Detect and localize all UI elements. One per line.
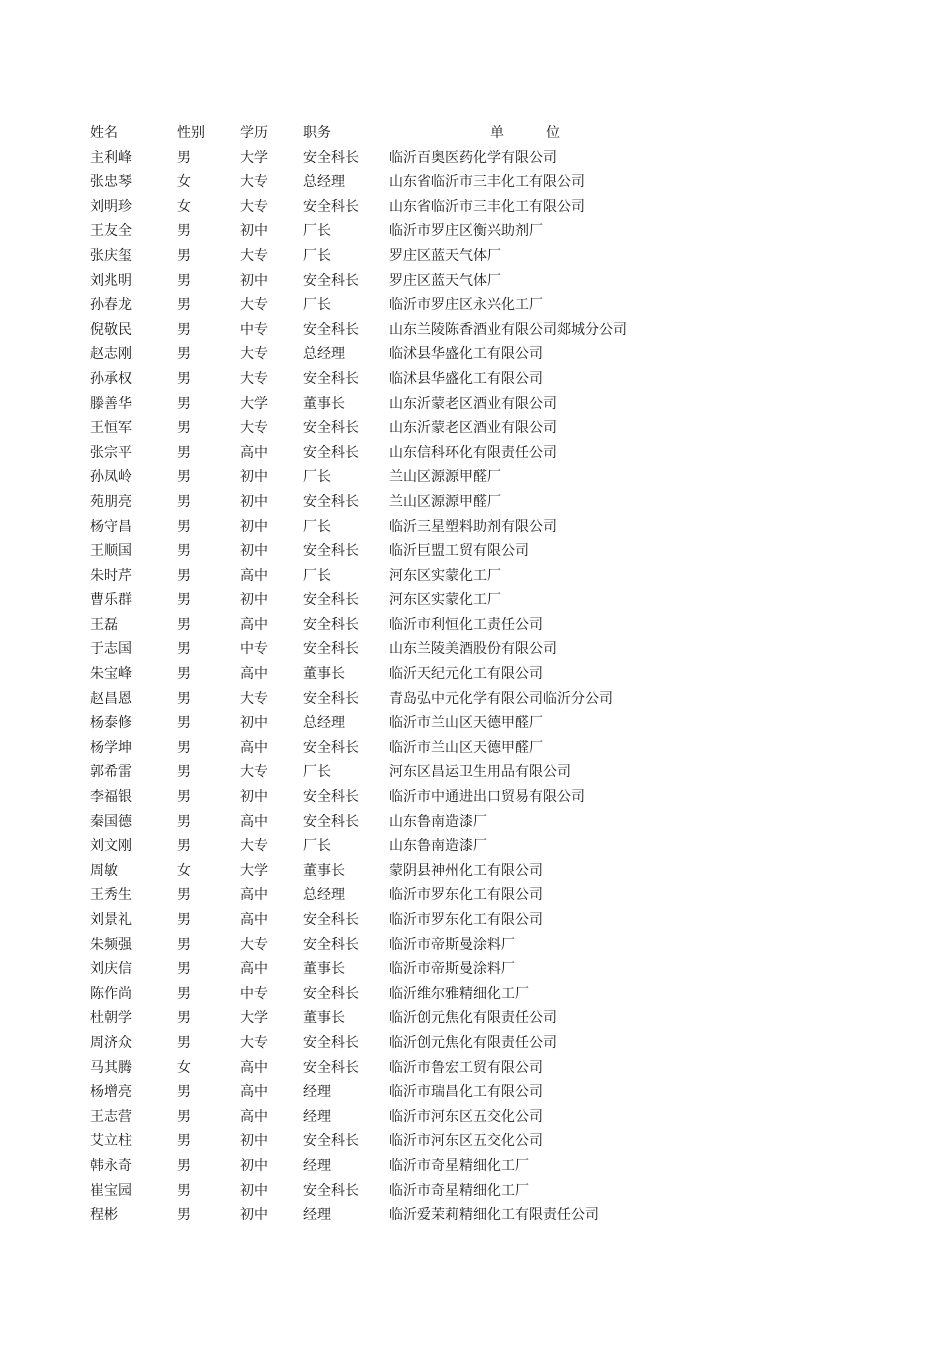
table-row — [0, 1006, 950, 1031]
cell-gender: 男 — [177, 666, 191, 683]
cell-name: 杨守昌 — [90, 518, 132, 535]
cell-gender: 男 — [177, 297, 191, 314]
cell-name: 杜朝学 — [90, 1010, 132, 1027]
cell-unit: 临沂市罗庄区衡兴助剂厂 — [389, 223, 543, 240]
cell-gender: 男 — [177, 469, 191, 486]
cell-unit: 临沂市奇星精细化工厂 — [389, 1157, 529, 1174]
cell-title: 安全科长 — [303, 1034, 359, 1051]
cell-gender: 男 — [177, 1157, 191, 1174]
cell-name: 刘文刚 — [90, 838, 132, 855]
cell-education: 高中 — [240, 567, 268, 584]
cell-title: 厂长 — [303, 567, 331, 584]
cell-education: 高中 — [240, 616, 268, 633]
cell-name: 崔宝园 — [90, 1182, 132, 1199]
cell-education: 初中 — [240, 789, 268, 806]
cell-education: 大专 — [240, 297, 268, 314]
cell-unit: 临沂市利恒化工责任公司 — [389, 616, 543, 633]
cell-education: 大专 — [240, 174, 268, 191]
cell-education: 高中 — [240, 1084, 268, 1101]
cell-title: 安全科长 — [303, 690, 359, 707]
cell-name: 刘景礼 — [90, 912, 132, 928]
table-row — [0, 1105, 950, 1130]
cell-name: 杨增亮 — [90, 1084, 132, 1101]
cell-name: 韩永奇 — [90, 1157, 132, 1174]
cell-unit: 蒙阴县神州化工有限公司 — [389, 862, 543, 879]
cell-education: 大专 — [240, 764, 268, 781]
cell-title: 总经理 — [303, 887, 345, 904]
cell-education: 初中 — [240, 1207, 268, 1224]
header-unit — [490, 121, 560, 146]
cell-education: 初中 — [240, 1182, 268, 1199]
cell-unit: 临沂市河东区五交化公司 — [389, 1108, 543, 1125]
cell-education: 大学 — [240, 1010, 268, 1027]
table-row — [0, 1179, 950, 1204]
cell-education: 大学 — [240, 862, 268, 879]
cell-title: 厂长 — [303, 297, 331, 314]
table-row — [0, 1129, 950, 1154]
table-row — [0, 687, 950, 712]
cell-name: 王友全 — [90, 223, 132, 240]
cell-name: 张宗平 — [90, 444, 132, 461]
cell-education: 初中 — [240, 272, 268, 289]
table-row — [0, 883, 950, 908]
table-row — [0, 392, 950, 417]
cell-unit: 山东鲁南造漆厂 — [389, 838, 487, 855]
header-gender: 性别 — [177, 125, 205, 141]
cell-title: 经理 — [303, 1157, 331, 1174]
table-row — [0, 1154, 950, 1179]
cell-unit: 临沂市河东区五交化公司 — [389, 1133, 543, 1150]
cell-unit: 兰山区源源甲醛厂 — [389, 493, 501, 510]
cell-gender: 男 — [177, 912, 191, 928]
cell-gender: 男 — [177, 715, 191, 732]
cell-gender: 男 — [177, 1182, 191, 1199]
cell-unit: 临沂巨盟工贸有限公司 — [389, 543, 529, 560]
cell-education: 初中 — [240, 715, 268, 732]
cell-education: 大专 — [240, 690, 268, 707]
cell-title: 厂长 — [303, 247, 331, 264]
cell-gender: 男 — [177, 272, 191, 289]
cell-gender: 男 — [177, 764, 191, 781]
table-row — [0, 170, 950, 195]
cell-unit: 临沂市罗东化工有限公司 — [389, 887, 543, 904]
cell-title: 厂长 — [303, 838, 331, 855]
cell-name: 滕善华 — [90, 395, 132, 412]
cell-name: 朱宝峰 — [90, 666, 132, 683]
cell-name: 孙承权 — [90, 370, 132, 387]
cell-gender: 男 — [177, 1133, 191, 1150]
table-row — [0, 342, 950, 367]
cell-gender: 男 — [177, 789, 191, 806]
header-unit-char-1: 单 — [490, 125, 504, 141]
cell-gender: 男 — [177, 813, 191, 830]
table-row — [0, 1031, 950, 1056]
cell-name: 于志国 — [90, 641, 132, 658]
table-row — [0, 908, 950, 933]
cell-unit: 临沂三星塑料助剂有限公司 — [389, 518, 557, 535]
cell-title: 厂长 — [303, 518, 331, 535]
cell-unit: 罗庄区蓝天气体厂 — [389, 272, 501, 289]
table-row — [0, 564, 950, 589]
header-education: 学历 — [240, 125, 268, 141]
cell-gender: 男 — [177, 321, 191, 338]
cell-name: 马其腾 — [90, 1059, 132, 1076]
cell-name: 倪敬民 — [90, 321, 132, 338]
cell-name: 王志营 — [90, 1108, 132, 1125]
cell-education: 初中 — [240, 518, 268, 535]
table-row — [0, 367, 950, 392]
cell-name: 刘兆明 — [90, 272, 132, 289]
cell-name: 苑朋亮 — [90, 493, 132, 510]
cell-unit: 河东区实蒙化工厂 — [389, 567, 501, 584]
header-name: 姓名 — [90, 125, 118, 141]
cell-unit: 临沂市兰山区天德甲醛厂 — [389, 715, 543, 732]
cell-name: 王恒军 — [90, 420, 132, 437]
cell-title: 安全科长 — [303, 985, 359, 1002]
cell-education: 大学 — [240, 149, 268, 166]
cell-education: 中专 — [240, 321, 268, 338]
table-row — [0, 711, 950, 736]
table-row — [0, 465, 950, 490]
cell-education: 高中 — [240, 739, 268, 756]
cell-unit: 山东鲁南造漆厂 — [389, 813, 487, 830]
cell-name: 王秀生 — [90, 887, 132, 904]
cell-name: 李福银 — [90, 789, 132, 806]
cell-gender: 男 — [177, 247, 191, 264]
cell-unit: 临沂百奥医药化学有限公司 — [389, 149, 557, 166]
table-row — [0, 859, 950, 884]
cell-title: 安全科长 — [303, 912, 359, 928]
cell-title: 安全科长 — [303, 444, 359, 461]
cell-unit: 临沂维尔雅精细化工厂 — [389, 985, 529, 1002]
table-row — [0, 785, 950, 810]
cell-unit: 山东沂蒙老区酒业有限公司 — [389, 420, 557, 437]
cell-title: 安全科长 — [303, 936, 359, 953]
cell-title: 安全科长 — [303, 543, 359, 560]
cell-title: 安全科长 — [303, 370, 359, 387]
cell-education: 初中 — [240, 223, 268, 240]
cell-education: 大专 — [240, 370, 268, 387]
cell-unit: 临沭县华盛化工有限公司 — [389, 346, 543, 363]
cell-education: 初中 — [240, 592, 268, 609]
cell-title: 安全科长 — [303, 789, 359, 806]
table-row — [0, 834, 950, 859]
cell-gender: 男 — [177, 444, 191, 461]
cell-title: 安全科长 — [303, 592, 359, 609]
cell-education: 高中 — [240, 887, 268, 904]
table-row — [0, 1080, 950, 1105]
cell-unit: 临沂天纪元化工有限公司 — [389, 666, 543, 683]
table-row — [0, 662, 950, 687]
table-row — [0, 539, 950, 564]
cell-education: 高中 — [240, 813, 268, 830]
cell-name: 艾立柱 — [90, 1133, 132, 1150]
cell-unit: 山东兰陵陈香酒业有限公司郯城分公司 — [389, 321, 627, 338]
cell-education: 大专 — [240, 247, 268, 264]
cell-unit: 山东沂蒙老区酒业有限公司 — [389, 395, 557, 412]
cell-gender: 男 — [177, 1010, 191, 1027]
cell-gender: 男 — [177, 395, 191, 412]
cell-education: 高中 — [240, 961, 268, 978]
cell-education: 初中 — [240, 1157, 268, 1174]
cell-name: 曹乐群 — [90, 592, 132, 609]
cell-gender: 男 — [177, 223, 191, 240]
cell-unit: 临沂市罗庄区永兴化工厂 — [389, 297, 543, 314]
cell-title: 厂长 — [303, 469, 331, 486]
cell-gender: 女 — [177, 1059, 191, 1076]
table-row — [0, 318, 950, 343]
cell-unit: 临沂市罗东化工有限公司 — [389, 912, 543, 928]
cell-unit: 临沂市中通进出口贸易有限公司 — [389, 789, 585, 806]
cell-unit: 青岛弘中元化学有限公司临沂分公司 — [389, 690, 613, 707]
cell-name: 周敏 — [90, 862, 118, 879]
cell-title: 安全科长 — [303, 272, 359, 289]
table-row — [0, 515, 950, 540]
cell-title: 安全科长 — [303, 813, 359, 830]
cell-name: 赵昌恩 — [90, 690, 132, 707]
cell-unit: 罗庄区蓝天气体厂 — [389, 247, 501, 264]
cell-gender: 男 — [177, 985, 191, 1002]
cell-gender: 男 — [177, 1108, 191, 1125]
cell-gender: 男 — [177, 616, 191, 633]
table-row — [0, 416, 950, 441]
table-row — [0, 760, 950, 785]
cell-name: 陈作尚 — [90, 985, 132, 1002]
cell-name: 王顺国 — [90, 543, 132, 560]
cell-name: 张庆玺 — [90, 247, 132, 264]
cell-unit: 临沂爱茉莉精细化工有限责任公司 — [389, 1207, 599, 1224]
cell-unit: 河东区昌运卫生用品有限公司 — [389, 764, 571, 781]
cell-unit: 山东省临沂市三丰化工有限公司 — [389, 198, 585, 215]
table-body — [0, 146, 950, 1228]
cell-name: 秦国德 — [90, 813, 132, 830]
cell-education: 大专 — [240, 346, 268, 363]
cell-unit: 山东兰陵美酒股份有限公司 — [389, 641, 557, 658]
cell-unit: 兰山区源源甲醛厂 — [389, 469, 501, 486]
cell-education: 高中 — [240, 1059, 268, 1076]
header-unit-char-2: 位 — [546, 125, 560, 141]
cell-unit: 临沂市鲁宏工贸有限公司 — [389, 1059, 543, 1076]
cell-education: 大专 — [240, 936, 268, 953]
table-row — [0, 957, 950, 982]
cell-name: 刘明珍 — [90, 198, 132, 215]
cell-title: 安全科长 — [303, 198, 359, 215]
cell-education: 中专 — [240, 985, 268, 1002]
cell-gender: 男 — [177, 1207, 191, 1224]
cell-gender: 男 — [177, 1034, 191, 1051]
cell-gender: 男 — [177, 739, 191, 756]
cell-education: 高中 — [240, 444, 268, 461]
cell-gender: 男 — [177, 592, 191, 609]
cell-education: 高中 — [240, 666, 268, 683]
cell-title: 厂长 — [303, 223, 331, 240]
header-title: 职务 — [303, 125, 331, 141]
cell-name: 孙春龙 — [90, 297, 132, 314]
cell-unit: 临沂市兰山区天德甲醛厂 — [389, 739, 543, 756]
cell-education: 高中 — [240, 1108, 268, 1125]
cell-unit: 临沂市奇星精细化工厂 — [389, 1182, 529, 1199]
cell-gender: 女 — [177, 198, 191, 215]
cell-name: 杨泰修 — [90, 715, 132, 732]
cell-title: 安全科长 — [303, 1059, 359, 1076]
cell-unit: 临沭县华盛化工有限公司 — [389, 370, 543, 387]
table-row — [0, 982, 950, 1007]
table-row — [0, 810, 950, 835]
cell-gender: 男 — [177, 493, 191, 510]
table-row — [0, 736, 950, 761]
cell-title: 安全科长 — [303, 641, 359, 658]
cell-name: 程彬 — [90, 1207, 118, 1224]
cell-gender: 男 — [177, 641, 191, 658]
cell-name: 郭希雷 — [90, 764, 132, 781]
table-row — [0, 293, 950, 318]
table-row — [0, 637, 950, 662]
cell-gender: 男 — [177, 887, 191, 904]
personnel-table — [0, 121, 950, 1228]
cell-unit: 临沂市瑞昌化工有限公司 — [389, 1084, 543, 1101]
cell-gender: 男 — [177, 690, 191, 707]
table-row — [0, 146, 950, 171]
table-row — [0, 613, 950, 638]
table-row — [0, 1056, 950, 1081]
cell-title: 安全科长 — [303, 420, 359, 437]
cell-gender: 男 — [177, 961, 191, 978]
cell-title: 董事长 — [303, 862, 345, 879]
cell-gender: 男 — [177, 1084, 191, 1101]
cell-gender: 男 — [177, 346, 191, 363]
cell-gender: 男 — [177, 567, 191, 584]
cell-education: 大专 — [240, 838, 268, 855]
cell-unit: 山东省临沂市三丰化工有限公司 — [389, 174, 585, 191]
cell-name: 孙凤岭 — [90, 469, 132, 486]
cell-gender: 男 — [177, 370, 191, 387]
cell-education: 大专 — [240, 420, 268, 437]
cell-name: 刘庆信 — [90, 961, 132, 978]
table-row — [0, 244, 950, 269]
cell-gender: 男 — [177, 518, 191, 535]
cell-gender: 女 — [177, 862, 191, 879]
cell-gender: 男 — [177, 543, 191, 560]
cell-education: 大学 — [240, 395, 268, 412]
cell-title: 安全科长 — [303, 739, 359, 756]
cell-title: 安全科长 — [303, 616, 359, 633]
cell-name: 朱频强 — [90, 936, 132, 953]
cell-title: 总经理 — [303, 715, 345, 732]
cell-gender: 男 — [177, 149, 191, 166]
cell-education: 大专 — [240, 198, 268, 215]
cell-title: 安全科长 — [303, 1182, 359, 1199]
cell-title: 经理 — [303, 1108, 331, 1125]
table-row — [0, 441, 950, 466]
cell-title: 董事长 — [303, 666, 345, 683]
cell-name: 杨学坤 — [90, 739, 132, 756]
cell-gender: 女 — [177, 174, 191, 191]
cell-name: 主利峰 — [90, 149, 132, 166]
cell-title: 董事长 — [303, 395, 345, 412]
cell-unit: 临沂市帝斯曼涂料厂 — [389, 961, 515, 978]
table-row — [0, 195, 950, 220]
cell-name: 张忠琴 — [90, 174, 132, 191]
cell-education: 大专 — [240, 1034, 268, 1051]
table-row — [0, 588, 950, 613]
cell-education: 初中 — [240, 469, 268, 486]
cell-name: 朱时芹 — [90, 567, 132, 584]
cell-title: 总经理 — [303, 346, 345, 363]
cell-title: 董事长 — [303, 961, 345, 978]
cell-title: 经理 — [303, 1207, 331, 1224]
cell-name: 赵志刚 — [90, 346, 132, 363]
cell-title: 安全科长 — [303, 321, 359, 338]
cell-gender: 男 — [177, 838, 191, 855]
table-header-row — [0, 121, 950, 146]
cell-title: 安全科长 — [303, 493, 359, 510]
table-row — [0, 269, 950, 294]
cell-title: 董事长 — [303, 1010, 345, 1027]
cell-education: 初中 — [240, 1133, 268, 1150]
cell-unit: 河东区实蒙化工厂 — [389, 592, 501, 609]
table-row — [0, 933, 950, 958]
table-row — [0, 219, 950, 244]
cell-title: 经理 — [303, 1084, 331, 1101]
cell-unit: 临沂创元焦化有限责任公司 — [389, 1010, 557, 1027]
cell-education: 初中 — [240, 493, 268, 510]
cell-unit: 临沂市帝斯曼涂料厂 — [389, 936, 515, 953]
cell-education: 中专 — [240, 641, 268, 658]
cell-title: 厂长 — [303, 764, 331, 781]
cell-unit: 临沂创元焦化有限责任公司 — [389, 1034, 557, 1051]
cell-title: 安全科长 — [303, 149, 359, 166]
table-row — [0, 490, 950, 515]
cell-name: 周济众 — [90, 1034, 132, 1051]
cell-title: 安全科长 — [303, 1133, 359, 1150]
cell-education: 初中 — [240, 543, 268, 560]
cell-unit: 山东信科环化有限责任公司 — [389, 444, 557, 461]
cell-title: 总经理 — [303, 174, 345, 191]
cell-gender: 男 — [177, 936, 191, 953]
cell-gender: 男 — [177, 420, 191, 437]
cell-name: 王磊 — [90, 616, 118, 633]
table-row — [0, 1203, 950, 1228]
cell-education: 高中 — [240, 912, 268, 928]
